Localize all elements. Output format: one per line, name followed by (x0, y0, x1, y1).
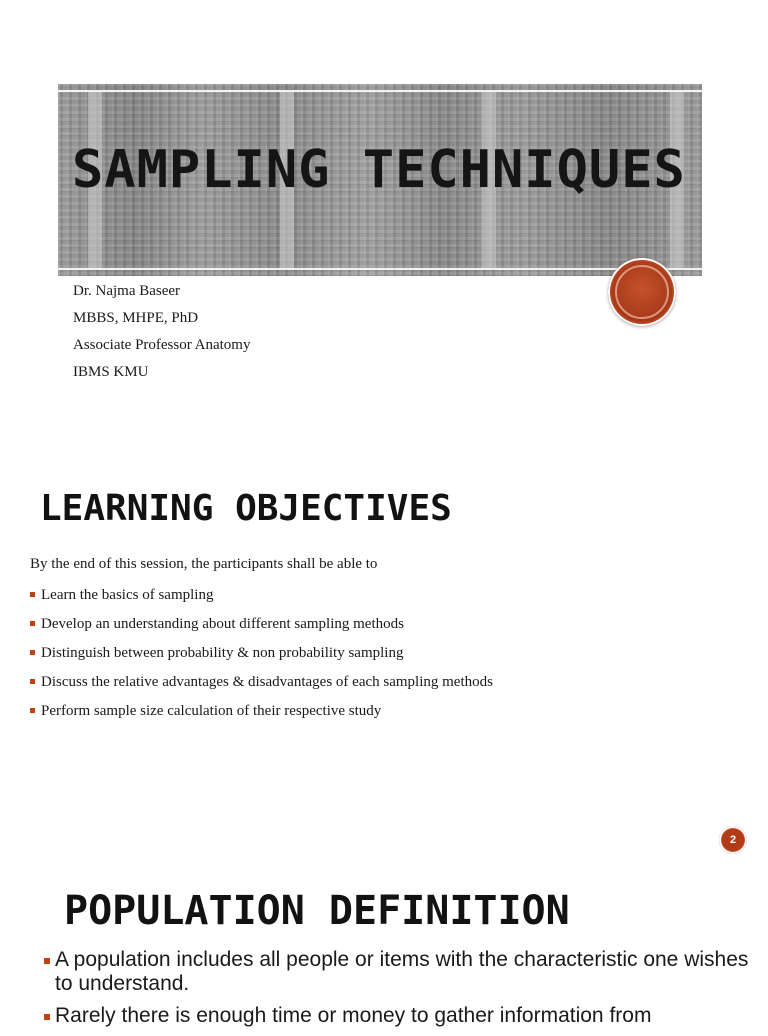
decorative-circle-icon (608, 258, 676, 326)
banner-top-line (58, 90, 702, 92)
list-item: A population includes all people or items with the characteristic one wishes to understand. (44, 948, 764, 996)
slide-learning-objectives (0, 440, 768, 860)
banner-bottom-line (58, 268, 702, 270)
presentation-title: SAMPLING TECHNIQUES (72, 140, 686, 200)
slide-heading: LEARNING OBJECTIVES (40, 488, 452, 529)
author-info (73, 278, 250, 386)
list-item: Discuss the relative advantages & disadvantages of each sampling methods (30, 668, 493, 697)
author-degrees: MBBS, MHPE, PhD (73, 310, 199, 326)
bullet-icon (30, 708, 35, 713)
author-position: Associate Professor Anatomy (73, 337, 251, 353)
author-name: Dr. Najma Baseer (73, 283, 181, 299)
bullet-icon (30, 679, 35, 684)
bullet-icon (44, 1014, 50, 1020)
slide-title (0, 0, 768, 420)
list-item: Distinguish between probability & non probability sampling (30, 639, 493, 668)
bullet-icon (30, 621, 35, 626)
intro-text: By the end of this session, the participants shall be able to (30, 556, 378, 572)
list-item: Develop an understanding about different sampling methods (30, 610, 493, 639)
slide-heading: POPULATION DEFINITION (64, 888, 570, 934)
slide-population-definition (0, 860, 768, 1027)
objectives-list (30, 581, 493, 726)
list-item: Rarely there is enough time or money to gather information from (44, 1004, 764, 1028)
page-number-badge: 2 (719, 826, 747, 854)
definition-list (44, 948, 764, 1036)
bullet-icon (44, 958, 50, 964)
list-item: Perform sample size calculation of their respective study (30, 697, 493, 726)
bullet-icon (30, 650, 35, 655)
author-institution: IBMS KMU (73, 364, 149, 380)
bullet-icon (30, 592, 35, 597)
list-item: Learn the basics of sampling (30, 581, 493, 610)
